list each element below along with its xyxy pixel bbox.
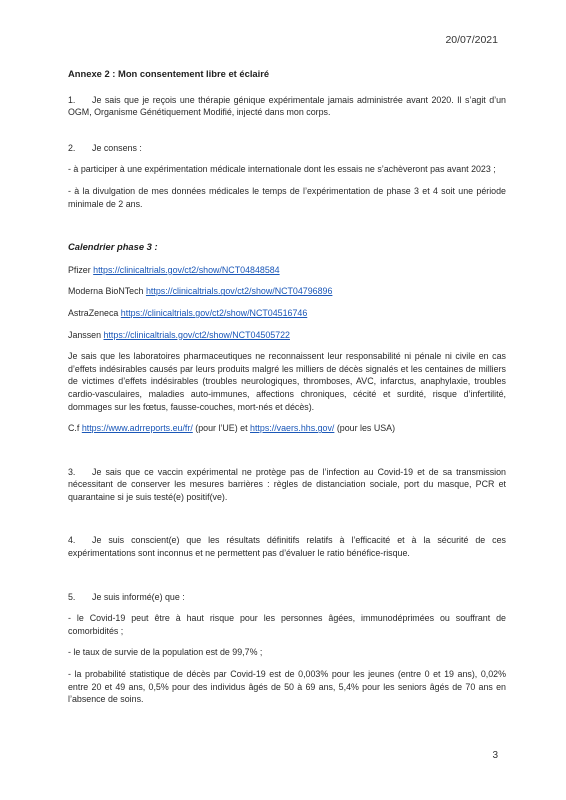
calendar-item-link[interactable]: https://clinicaltrials.gov/ct2/show/NCT04505722 <box>103 329 290 340</box>
adrreports-link[interactable]: https://www.adrreports.eu/fr/ <box>81 423 193 434</box>
section-5-bullet-3: - la probabilité statistique de décès par Covid-19 est de 0,003% pour les jeunes (entre 0 et 19 ans), 0,02% entre 20 et 49 ans, 0,5% pour des individus âgés de 50 à 69 ans, 5,4% pour les seniors âgés de 70 ans en l’absence de soins. <box>68 669 506 705</box>
section-5-bullet-2: - le taux de survie de la population est de 99,7% ; <box>68 647 263 658</box>
reference-prefix: C.f <box>68 423 80 434</box>
calendar-item-link[interactable]: https://clinicaltrials.gov/ct2/show/NCT04516746 <box>120 307 308 318</box>
calendar-item-name: Janssen <box>68 329 102 340</box>
reference-suffix: (pour les USA) <box>336 423 396 434</box>
page-number: 3 <box>492 750 498 761</box>
reference-mid: (pour l’UE) et <box>195 423 248 434</box>
section-1-number: 1. <box>68 94 76 105</box>
section-2-heading <box>68 142 506 155</box>
section-3-text: Je sais que ce vaccin expérimental ne protège pas de l’infection au Covid-19 et de sa transmission nécessitant de conserver les mesures barrières : règles de distanciation sociale, port du masque, PCR et quarantaine si je suis testé(e) positif(ve). <box>68 466 506 502</box>
section-5-number: 5. <box>68 591 76 602</box>
annex-title: Annexe 2 : Mon consentement libre et éclairé <box>68 68 270 79</box>
calendar-item-link[interactable]: https://clinicaltrials.gov/ct2/show/NCT04796896 <box>145 286 333 297</box>
calendar-item-name: AstraZeneca <box>68 307 119 318</box>
section-4-number: 4. <box>68 535 76 546</box>
calendar-item-pfizer <box>68 264 506 277</box>
section-2-head-text: Je consens : <box>92 142 142 153</box>
section-2-number: 2. <box>68 142 76 153</box>
calendar-item-name: Pfizer <box>68 264 91 275</box>
section-4-text: Je suis conscient(e) que les résultats définitifs relatifs à l’efficacité et à la sécurité de ces expérimentations sont inconnus et ne permettent pas d’évaluer le ratio bénéfice-risque. <box>68 535 506 559</box>
calendar-title: Calendrier phase 3 : <box>68 241 158 253</box>
calendar-item-link[interactable]: https://clinicaltrials.gov/ct2/show/NCT04848584 <box>93 264 280 275</box>
section-5-heading <box>68 591 506 604</box>
document-date: 20/07/2021 <box>445 34 498 46</box>
calendar-item-astrazeneca <box>68 307 506 320</box>
vaers-link[interactable]: https://vaers.hhs.gov/ <box>250 423 335 434</box>
section-1-text: Je sais que je reçois une thérapie génique expérimentale jamais administrée avant 2020. Il s’agit d’un OGM, Organisme Génétiquement Modifié, injecté dans mon corps. <box>68 94 506 118</box>
section-4 <box>68 534 506 559</box>
reference-line <box>68 422 506 435</box>
section-2-bullet-2: - à la divulgation de mes données médicales le temps de l’expérimentation de phase 3 et 4 soit une période minimale de 2 ans. <box>68 185 506 209</box>
calendar-item-janssen <box>68 329 506 342</box>
section-3-number: 3. <box>68 466 76 477</box>
document-body <box>68 68 506 715</box>
liability-paragraph: Je sais que les laboratoires pharmaceutiques ne reconnaissent leur responsabilité ni pénale ni civile en cas d’effets indésirables causés par leurs produits malgré les milliers de décès signalés et les centaines de milliers de victimes d’effets indésirables (troubles neurologiques, thromboses, AVC, infarctus, anaphylaxie, troubles cardio-vasculaires, maladies auto-immunes, affections chroniques, cécité et surdité, risque d’infertilité, dommages sur les fœtus, fausse-couches, mort-nés et décès). <box>68 351 506 412</box>
calendar-item-moderna <box>68 285 506 298</box>
section-3 <box>68 466 506 504</box>
section-2-bullet-1: - à participer à une expérimentation médicale internationale dont les essais ne s’achèveront pas avant 2023 ; <box>68 164 496 175</box>
calendar-item-name: Moderna BioNTech <box>68 286 144 297</box>
section-5-head-text: Je suis informé(e) que : <box>92 591 185 602</box>
section-5-bullet-1: - le Covid-19 peut être à haut risque pour les personnes âgées, immunodéprimées ou souffrant de comorbidités ; <box>68 613 506 636</box>
section-1 <box>68 94 506 119</box>
